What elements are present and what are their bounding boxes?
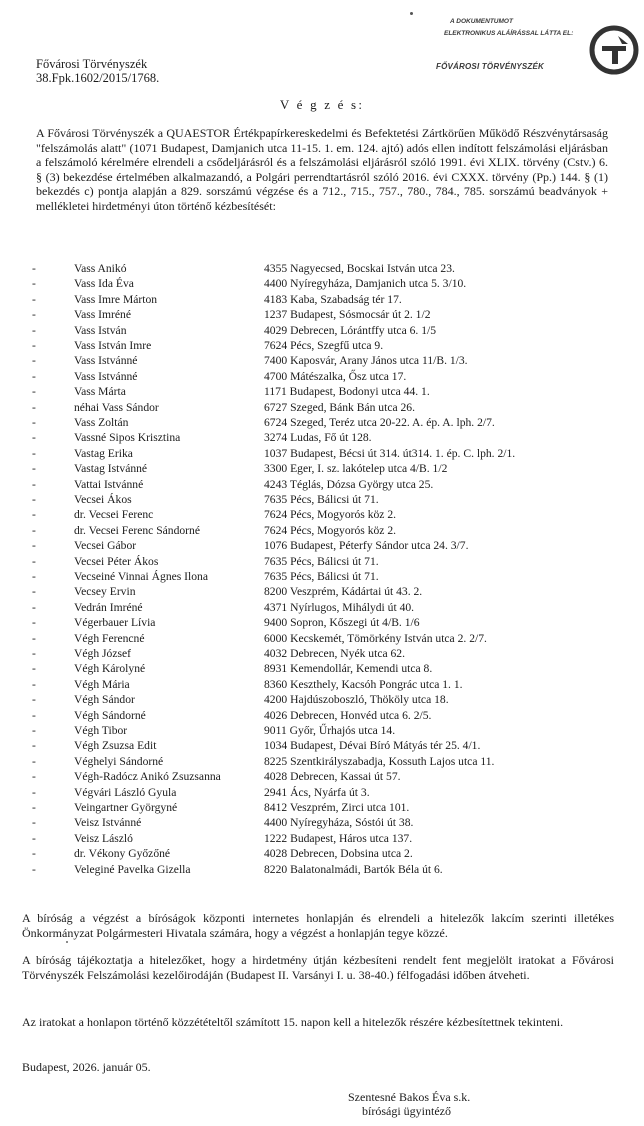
recipient-address: 4371 Nyírlugos, Mihálydi út 40. bbox=[264, 600, 415, 614]
recipient-row bbox=[0, 478, 644, 493]
recipient-name: Vecsei Péter Ákos bbox=[74, 554, 159, 568]
case-number: 38.Fpk.1602/2015/1768. bbox=[36, 71, 160, 85]
recipient-address: 8225 Szentkirályszabadja, Kossuth Lajos utca 11. bbox=[264, 754, 495, 768]
recipient-address: 1171 Budapest, Bodonyi utca 44. 1. bbox=[264, 385, 430, 399]
signer-role: bírósági ügyintéző bbox=[362, 1104, 451, 1118]
recipient-name: dr. Vecsei Ferenc bbox=[74, 508, 154, 522]
recipient-address: 9011 Győr, Űrhajós utca 14. bbox=[264, 724, 396, 737]
recipient-address: 6000 Kecskemét, Tömörkény István utca 2. 2/7. bbox=[264, 631, 487, 645]
recipient-name: Vass Márta bbox=[74, 385, 126, 399]
recipient-address: 8360 Keszthely, Kacsóh Pongrác utca 1. 1. bbox=[264, 677, 463, 691]
list-dash: - bbox=[32, 462, 36, 476]
recipient-row bbox=[0, 863, 644, 878]
list-dash: - bbox=[32, 585, 36, 599]
recipient-row bbox=[0, 493, 644, 508]
recipient-name: Vedrán Imréné bbox=[74, 600, 143, 614]
recipient-row bbox=[0, 339, 644, 354]
list-dash: - bbox=[32, 662, 36, 676]
recipient-row bbox=[0, 370, 644, 385]
list-dash: - bbox=[32, 785, 36, 799]
recipient-address: 3300 Eger, I. sz. lakótelep utca 4/B. 1/2 bbox=[264, 462, 448, 476]
list-dash: - bbox=[32, 831, 36, 845]
court-seal-logo-icon bbox=[588, 24, 640, 76]
recipient-address: 4243 Téglás, Dózsa György utca 25. bbox=[264, 477, 434, 491]
recipient-address: 4355 Nagyecsed, Bocskai István utca 23. bbox=[264, 262, 455, 275]
recipient-name: Veisz Istvánné bbox=[74, 816, 142, 830]
recipient-name: Végerbauer Lívia bbox=[74, 616, 156, 630]
recipient-name: Végh Mária bbox=[74, 677, 130, 691]
recipient-row bbox=[0, 431, 644, 446]
recipient-name: Vecsey Ervin bbox=[74, 585, 136, 599]
recipient-name: Vastag Istvánné bbox=[74, 462, 148, 476]
delivery-paragraph: Az iratokat a honlapon történő közzétételtől számított 15. napon kell a hitelezők részére kézbesítettnek tekinteni. bbox=[22, 1015, 564, 1029]
recipient-address: 4700 Mátészalka, Ősz utca 17. bbox=[264, 369, 407, 383]
stamp-line-2: ELEKTRONIKUS ALÁÍRÁSSAL LÁTTA EL: bbox=[444, 30, 574, 37]
list-dash: - bbox=[32, 431, 36, 445]
recipient-row bbox=[0, 277, 644, 292]
recipient-row bbox=[0, 585, 644, 600]
list-dash: - bbox=[32, 385, 36, 399]
court-name: Fővárosi Törvényszék bbox=[36, 57, 148, 71]
scan-speck bbox=[410, 12, 413, 15]
recipient-name: néhai Vass Sándor bbox=[74, 400, 159, 414]
recipient-row bbox=[0, 324, 644, 339]
recipient-address: 1076 Budapest, Péterfy Sándor utca 24. 3/7. bbox=[264, 539, 469, 553]
recipient-address: 8412 Veszprém, Zirci utca 101. bbox=[264, 801, 410, 814]
recipient-row bbox=[0, 832, 644, 847]
list-dash: - bbox=[32, 292, 36, 306]
recipient-address: 7624 Pécs, Szegfű utca 9. bbox=[264, 339, 384, 352]
list-dash: - bbox=[32, 277, 36, 291]
recipient-name: Végh Tibor bbox=[74, 724, 128, 737]
recipient-address: 4400 Nyíregyháza, Damjanich utca 5. 3/10. bbox=[264, 277, 467, 291]
recipient-row bbox=[0, 354, 644, 369]
recipient-row bbox=[0, 539, 644, 554]
electronic-signature-stamp bbox=[436, 14, 644, 74]
recipient-address: 1034 Budapest, Dévai Bíró Mátyás tér 25. 4/1. bbox=[264, 739, 481, 753]
list-dash: - bbox=[32, 354, 36, 368]
recipient-address: 1237 Budapest, Sósmocsár út 2. 1/2 bbox=[264, 308, 431, 322]
list-dash: - bbox=[32, 446, 36, 460]
list-dash: - bbox=[32, 708, 36, 722]
recipient-name: Veingartner Györgyné bbox=[74, 801, 178, 814]
stamp-line-1: A DOKUMENTUMOT bbox=[450, 18, 513, 25]
list-dash: - bbox=[32, 477, 36, 491]
recipient-address: 8931 Kemendollár, Kemendi utca 8. bbox=[264, 662, 433, 676]
publication-paragraph: A bíróság a végzést a bíróságok központi internetes honlapján és elrendeli a hitelezők lakcím szerinti illetékes Önkormányzat Polgármesteri Hivatala számára, hogy a végzést a honlapján tegye közzé. bbox=[22, 911, 614, 940]
recipient-name: Vecseiné Vinnai Ágnes Ilona bbox=[74, 570, 208, 583]
recipient-row bbox=[0, 416, 644, 431]
recipient-row bbox=[0, 847, 644, 862]
recipient-row bbox=[0, 447, 644, 462]
recipient-address: 4400 Nyíregyháza, Sóstói út 38. bbox=[264, 816, 414, 830]
recipient-name: Végh József bbox=[74, 647, 131, 660]
recipient-row bbox=[0, 508, 644, 523]
recipient-address: 6724 Szeged, Teréz utca 20-22. A. ép. A. lph. 2/7. bbox=[264, 416, 495, 429]
recipient-address: 2941 Ács, Nyárfa út 3. bbox=[264, 785, 370, 799]
recipient-name: dr. Vecsei Ferenc Sándorné bbox=[74, 523, 200, 537]
recipient-address: 1222 Budapest, Háros utca 137. bbox=[264, 831, 413, 845]
list-dash: - bbox=[32, 539, 36, 553]
recipient-name: Vass Anikó bbox=[74, 262, 127, 275]
recipient-address: 9400 Sopron, Kőszegi út 4/B. 1/6 bbox=[264, 616, 420, 630]
recipient-row bbox=[0, 632, 644, 647]
list-dash: - bbox=[32, 600, 36, 614]
recipient-row bbox=[0, 801, 644, 816]
recipient-row bbox=[0, 709, 644, 724]
recipient-address: 7635 Pécs, Bálicsi út 71. bbox=[264, 493, 379, 506]
recipient-name: Vass Imréné bbox=[74, 308, 131, 322]
recipient-row bbox=[0, 678, 644, 693]
recipient-name: Veleginé Pavelka Gizella bbox=[74, 862, 191, 876]
list-dash: - bbox=[32, 570, 36, 583]
list-dash: - bbox=[32, 554, 36, 568]
recipient-address: 4026 Debrecen, Honvéd utca 6. 2/5. bbox=[264, 708, 432, 722]
recipient-address: 6727 Szeged, Bánk Bán utca 26. bbox=[264, 400, 416, 414]
recipient-row bbox=[0, 601, 644, 616]
recipient-address: 4200 Hajdúszoboszló, Thököly utca 18. bbox=[264, 693, 449, 707]
list-dash: - bbox=[32, 862, 36, 876]
list-dash: - bbox=[32, 724, 36, 737]
recipient-name: Végh Sándorné bbox=[74, 708, 146, 722]
recipient-address: 7635 Pécs, Bálicsi út 71. bbox=[264, 554, 379, 568]
recipient-row bbox=[0, 293, 644, 308]
recipient-address: 7635 Pécs, Bálicsi út 71. bbox=[264, 570, 379, 583]
list-dash: - bbox=[32, 508, 36, 522]
recipient-name: Végh Károlyné bbox=[74, 662, 146, 676]
document-title: V é g z é s: bbox=[279, 97, 365, 112]
recipient-name: Vassné Sipos Krisztina bbox=[74, 431, 181, 445]
list-dash: - bbox=[32, 770, 36, 784]
recipient-row bbox=[0, 755, 644, 770]
list-dash: - bbox=[32, 677, 36, 691]
recipient-name: Vass Istvánné bbox=[74, 369, 138, 383]
recipient-name: dr. Vékony Győzőné bbox=[74, 847, 171, 861]
list-dash: - bbox=[32, 308, 36, 322]
list-dash: - bbox=[32, 801, 36, 814]
recipient-address: 4028 Debrecen, Kassai út 57. bbox=[264, 770, 401, 784]
recipient-row bbox=[0, 555, 644, 570]
recipient-row bbox=[0, 308, 644, 323]
stamp-line-3: FŐVÁROSI TÖRVÉNYSZÉK bbox=[436, 62, 545, 71]
recipient-row bbox=[0, 262, 644, 277]
list-dash: - bbox=[32, 523, 36, 537]
recipient-address: 7624 Pécs, Mogyorós köz 2. bbox=[264, 523, 397, 537]
recipient-name: Vecsei Gábor bbox=[74, 539, 137, 553]
recipient-address: 4029 Debrecen, Lórántffy utca 6. 1/5 bbox=[264, 323, 437, 337]
recipient-name: Véghelyi Sándorné bbox=[74, 754, 164, 768]
recipient-address: 4032 Debrecen, Nyék utca 62. bbox=[264, 647, 406, 660]
recipient-address: 7400 Kaposvár, Arany János utca 11/B. 1/3. bbox=[264, 354, 468, 368]
recipient-name: Vastag Erika bbox=[74, 446, 133, 460]
list-dash: - bbox=[32, 400, 36, 414]
list-dash: - bbox=[32, 369, 36, 383]
recipient-row bbox=[0, 786, 644, 801]
recipient-row bbox=[0, 616, 644, 631]
recipient-address: 4183 Kaba, Szabadság tér 17. bbox=[264, 292, 402, 306]
list-dash: - bbox=[32, 693, 36, 707]
recipient-name: Veisz László bbox=[74, 831, 133, 845]
list-dash: - bbox=[32, 323, 36, 337]
list-dash: - bbox=[32, 493, 36, 506]
list-dash: - bbox=[32, 616, 36, 630]
list-dash: - bbox=[32, 262, 36, 275]
list-dash: - bbox=[32, 416, 36, 429]
recipient-name: Vass István bbox=[74, 323, 127, 337]
recipient-address: 1037 Budapest, Bécsi út 314. út314. 1. ép. C. lph. 2/1. bbox=[264, 446, 516, 460]
recipient-name: Vecsei Ákos bbox=[74, 493, 132, 506]
list-dash: - bbox=[32, 647, 36, 660]
recipient-name: Vass István Imre bbox=[74, 339, 152, 352]
recipient-address: 7624 Pécs, Mogyorós köz 2. bbox=[264, 508, 397, 522]
recipient-name: Vass Zoltán bbox=[74, 416, 129, 429]
document-date: Budapest, 2026. január 05. bbox=[22, 1060, 151, 1074]
recipient-row bbox=[0, 724, 644, 739]
recipient-address: 8200 Veszprém, Kádártai út 43. 2. bbox=[264, 585, 423, 599]
information-paragraph: A bíróság tájékoztatja a hitelezőket, hogy a hirdetmény útján kézbesíteni rendelt fent megjelölt iratokat a Fővárosi Törvényszék Felszámolási kezelőirodáján (Budapest II. Varsányi I. u. 38-40.) félfogadási időben átveheti. bbox=[22, 953, 614, 982]
list-dash: - bbox=[32, 847, 36, 861]
recipient-row bbox=[0, 524, 644, 539]
recipient-row bbox=[0, 739, 644, 754]
recipient-row bbox=[0, 462, 644, 477]
recipient-row bbox=[0, 401, 644, 416]
list-dash: - bbox=[32, 631, 36, 645]
list-dash: - bbox=[32, 754, 36, 768]
list-dash: - bbox=[32, 339, 36, 352]
recipient-row bbox=[0, 385, 644, 400]
recipient-name: Végh Ferencné bbox=[74, 631, 145, 645]
recipient-name: Végvári László Gyula bbox=[74, 785, 177, 799]
scan-speck-2 bbox=[66, 941, 68, 943]
recipient-address: 4028 Debrecen, Dobsina utca 2. bbox=[264, 847, 413, 861]
recipient-row bbox=[0, 693, 644, 708]
recipient-row bbox=[0, 647, 644, 662]
list-dash: - bbox=[32, 739, 36, 753]
recipient-name: Vass Ida Éva bbox=[74, 277, 134, 291]
recipient-address: 3274 Ludas, Fő út 128. bbox=[264, 431, 372, 445]
recipient-row bbox=[0, 570, 644, 585]
recipient-name: Vass Imre Márton bbox=[74, 292, 158, 306]
recipient-name: Vattai Istvánné bbox=[74, 477, 144, 491]
list-dash: - bbox=[32, 816, 36, 830]
recipient-row bbox=[0, 770, 644, 785]
signer-name: Szentesné Bakos Éva s.k. bbox=[348, 1090, 471, 1104]
recipient-name: Végh-Radócz Anikó Zsuzsanna bbox=[74, 770, 221, 784]
recipient-row bbox=[0, 816, 644, 831]
recipient-name: Vass Istvánné bbox=[74, 354, 138, 368]
recipient-name: Végh Sándor bbox=[74, 693, 135, 707]
recipient-row bbox=[0, 662, 644, 677]
recipient-name: Végh Zsuzsa Edit bbox=[74, 739, 157, 753]
recipient-address: 8220 Balatonalmádi, Bartók Béla út 6. bbox=[264, 862, 443, 876]
intro-paragraph: A Fővárosi Törvényszék a QUAESTOR Értékpapírkereskedelmi és Befektetési Zártkörűen Működő Részvénytársaság "felszámolás alatt" (1071 Budapest, Damjanich utca 11-15. 1. em. 124. ajtó) adós ellen indított felszámolási eljárásban a felszámoló kérelmére elrendeli a csődeljárásról és a felszámolási eljárásról szóló 1991. évi XLIX. törvény (Cstv.) 6. § (3) bekezdése értelmében alkalmazandó, a Polgári perrendtartásról szóló 2016. évi CXXX. törvény (Pp.) 144. § (1) bekezdés c) pontja alapján a 829. sorszámú végzése és a 712., 715., 757., 780., 784., 785. sorszámú beadványok + mellékletei hirdetményi úton történő kézbesítését: bbox=[36, 126, 608, 213]
